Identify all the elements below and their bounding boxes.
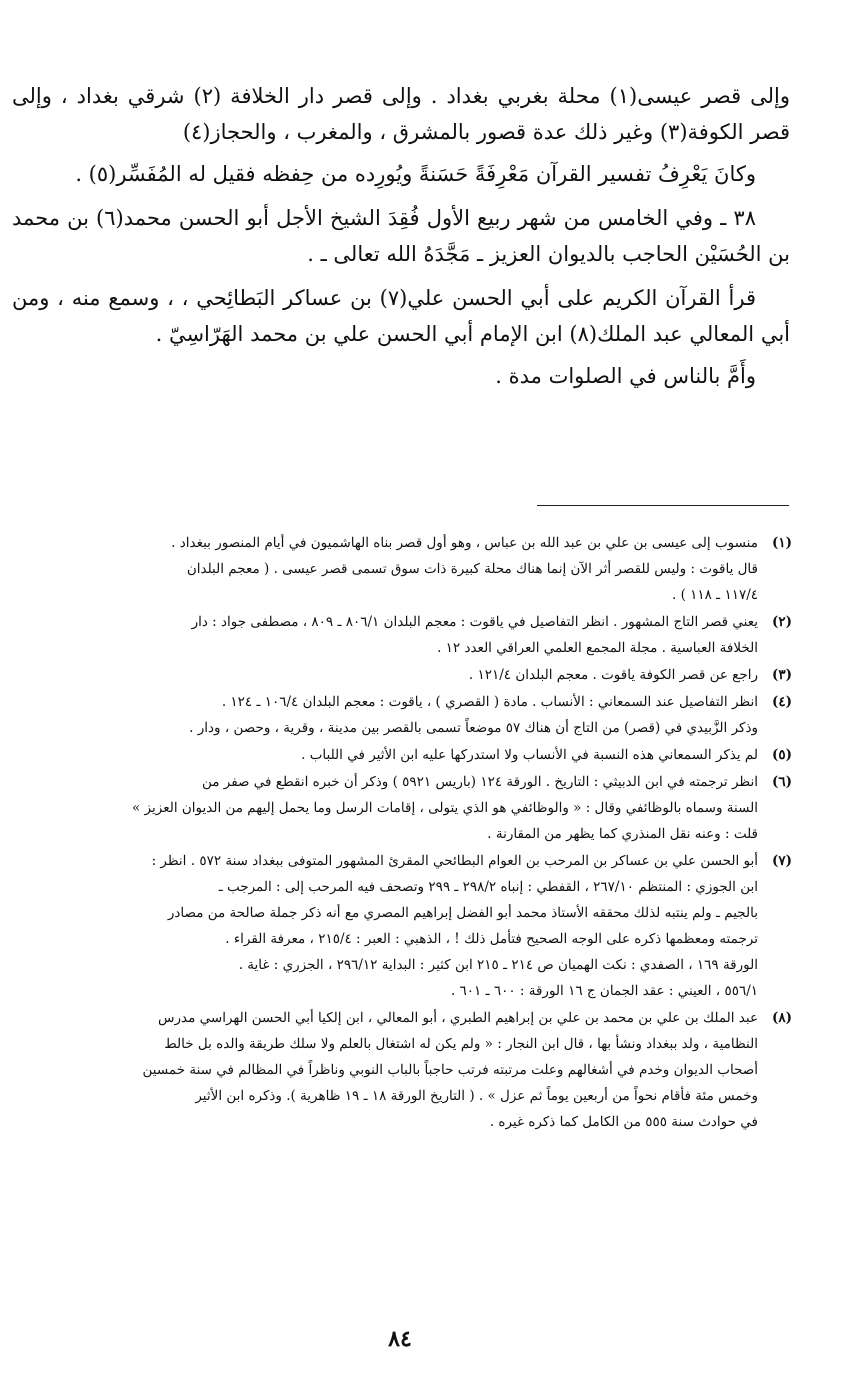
footnote-2 bbox=[18, 609, 792, 661]
footnote-line: يعني قصر التاج المشهور . انظر التفاصيل في ياقوت : معجم البلدان ٨٠٦/١ ـ ٨٠٩ ، مصطفى جواد : دار bbox=[191, 614, 758, 630]
footnote-line: بالجيم ـ ولم ينتبه لذلك محققه الأستاذ محمد أبو الفضل إبراهيم المصري مع أنه ذكر جملة صالحة من مصادر bbox=[167, 905, 758, 921]
footnote-line: انظر التفاصيل عند السمعاني : الأنساب . مادة ( القصري ) ، ياقوت : معجم البلدان ١٠٦/٤ ـ ١٢٤ . bbox=[221, 694, 758, 710]
paragraph-2: وكانَ يَعْرِفُ تفسير القرآن مَعْرِفَةً حَسَنةً ويُورِده من حِفظه فقيل له المُفَسِّر(٥) . bbox=[75, 162, 756, 186]
footnote-line: ترجمته ومعظمها ذكره على الوجه الصحيح فتأمل ذلك ! ، الذهبي : العبر : ٢١٥/٤ ، معرفة القراء . bbox=[225, 931, 758, 947]
footnote-number: (٧) bbox=[771, 853, 792, 869]
footnote-line: وخمس مئة فأقام نحواً من أربعين يوماً ثم عزل » . ( التاريخ الورقة ١٨ ـ ١٩ ظاهرية ). وذكره ابن الأثير bbox=[195, 1088, 758, 1104]
footnote-8 bbox=[18, 1005, 792, 1135]
footnote-number: (٦) bbox=[771, 774, 792, 790]
paragraph-3 bbox=[12, 200, 790, 272]
footnote-6 bbox=[18, 769, 792, 847]
footnote-5 bbox=[18, 742, 792, 768]
footnote-text bbox=[18, 1005, 758, 1135]
footnote-number: (٤) bbox=[771, 694, 792, 710]
paragraph-5: وأَمَّ بالناس في الصلوات مدة . bbox=[495, 364, 756, 388]
paragraph-4-line-1: قرأ القرآن الكريم على أبي الحسن علي(٧) بن عساكر البَطائِحي ، ، وسمع منه ، bbox=[57, 286, 756, 310]
footnote-line: ٥٥٦/١ ، العيني : عقد الجمان ج ١٦ الورقة : ٦٠٠ ـ ٦٠١ . bbox=[450, 983, 758, 999]
footnote-line: انظر ترجمته في ابن الدبيثي : التاريخ . الورقة ١٢٤ (باريس ٥٩٢١ ) وذكر أن خبره انقطع في صفر من bbox=[201, 774, 758, 790]
footnote-line: السنة وسماه بالوظائفي وقال : « والوظائفي هو الذي يتولى ، إقامات الرسل وما يحمل إليهم من الديوان العزيز » bbox=[132, 800, 758, 816]
footnote-line: لم يذكر السمعاني هذه النسبة في الأنساب ولا استدركها عليه ابن الأثير في اللباب . bbox=[301, 747, 758, 763]
paragraph-1-line-1: وإلى قصر عيسى(١) محلة بغربي بغداد . وإلى قصر دار الخلافة (٢) شرقي بغداد ، وإلى bbox=[12, 84, 790, 108]
page-number: ٨٤ bbox=[388, 1326, 412, 1352]
footnote-text bbox=[18, 742, 758, 768]
footnote-number: (٢) bbox=[771, 614, 792, 630]
footnote-number: (١) bbox=[771, 535, 792, 551]
footnote-line: الورقة ١٦٩ ، الصفدي : نكت الهميان ص ٢١٤ ـ ٢١٥ ابن كثير : البداية ٢٩٦/١٢ ، الجزري : غاية . bbox=[238, 957, 758, 973]
footnote-line: أبو الحسن علي بن عساكر بن المرحب بن العوام البطائحي المقرئ المشهور المتوفى ببغداد سنة ٥٧٢ . انظر : bbox=[151, 853, 758, 869]
paragraph-4-line-2: ومن أبي المعالي عبد الملك(٨) ابن الإمام أبي الحسن علي بن محمد الهَرّاسِيّ . bbox=[12, 286, 790, 346]
paragraph-3-line-2: محمد بن الحُسَيْن الحاجب بالديوان العزيز ـ مَجَّدَهُ الله تعالى ـ . bbox=[12, 206, 790, 266]
footnote-line: راجع عن قصر الكوفة ياقوت . معجم البلدان ١٢١/٤ . bbox=[468, 667, 758, 683]
paragraph-1-line-2: قصر الكوفة(٣) وغير ذلك عدة قصور بالمشرق ، والمغرب ، والحجاز(٤) bbox=[182, 120, 790, 144]
footnote-line: قلت : وعنه نقل المنذري كما يظهر من المقارنة . bbox=[487, 826, 758, 842]
footnote-line: ١١٧/٤ ـ ١١٨ ) . bbox=[671, 587, 758, 603]
footnote-text bbox=[18, 848, 758, 1004]
footnote-3 bbox=[18, 662, 792, 688]
footnote-line: وذكر الزَّبيدي في (قصر) من التاج أن هناك ٥٧ موضعاً تسمى بالقصر بين مدينة ، وقرية ، وحصن ، ودار . bbox=[189, 720, 758, 736]
footnote-7 bbox=[18, 848, 792, 1004]
footnote-text bbox=[18, 609, 758, 661]
paragraph-3-line-1: ٣٨ ـ وفي الخامس من شهر ربيع الأول فُقِدَ الشيخ الأجل أبو الحسن محمد(٦) بن bbox=[67, 206, 756, 230]
footnote-line: الخلافة العباسية . مجلة المجمع العلمي العراقي العدد ١٢ . bbox=[437, 640, 758, 656]
footnote-line: ابن الجوزي : المنتظم ٢٦٧/١٠ ، القفطي : إنباه ٢٩٨/٢ ـ ٢٩٩ وتصحف فيه المرحب إلى : المرجب ـ bbox=[218, 879, 758, 895]
footnote-text bbox=[18, 530, 758, 608]
paragraph-1 bbox=[12, 78, 790, 150]
footnotes bbox=[18, 530, 792, 1136]
footnote-line: قال ياقوت : وليس للقصر أثر الآن إنما هناك محلة كبيرة ذات سوق تسمى قصر عيسى . ( معجم البلدان bbox=[186, 561, 758, 577]
footnote-text bbox=[18, 769, 758, 847]
footnote-text bbox=[18, 662, 758, 688]
footnote-line: منسوب إلى عيسى بن علي بن عبد الله بن عباس ، وهو أول قصر بناه الهاشميون في أيام المنصور ببغداد . bbox=[171, 535, 758, 551]
footnote-text bbox=[18, 689, 758, 741]
footnote-line: أصحاب الديوان وخدم في أشغالهم وعلت مرتبته فرتب حاجباً بالباب النوبي وناظراً في المظالم في سنة خمسين bbox=[142, 1062, 758, 1078]
footnote-number: (٨) bbox=[771, 1010, 792, 1026]
footnote-4 bbox=[18, 689, 792, 741]
footnote-line: عبد الملك بن علي بن محمد بن علي بن إبراهيم الطبري ، أبو المعالي ، ابن إلكيا أبي الحسن الهراسي مدرس bbox=[158, 1010, 758, 1026]
footnote-line: في حوادث سنة ٥٥٥ من الكامل كما ذكره غيره . bbox=[489, 1114, 758, 1130]
footnote-line: النظامية ، ولد ببغداد ونشأ بها ، قال ابن النجار : « ولم يكن له اشتغال بالعلم ولا سلك طريقة والده بل خالط bbox=[164, 1036, 758, 1052]
footnote-number: (٣) bbox=[771, 667, 792, 683]
footnote-1 bbox=[18, 530, 792, 608]
paragraph-4 bbox=[12, 280, 790, 352]
footnote-separator bbox=[537, 505, 789, 506]
main-text bbox=[12, 78, 790, 400]
footnote-number: (٥) bbox=[771, 747, 792, 763]
